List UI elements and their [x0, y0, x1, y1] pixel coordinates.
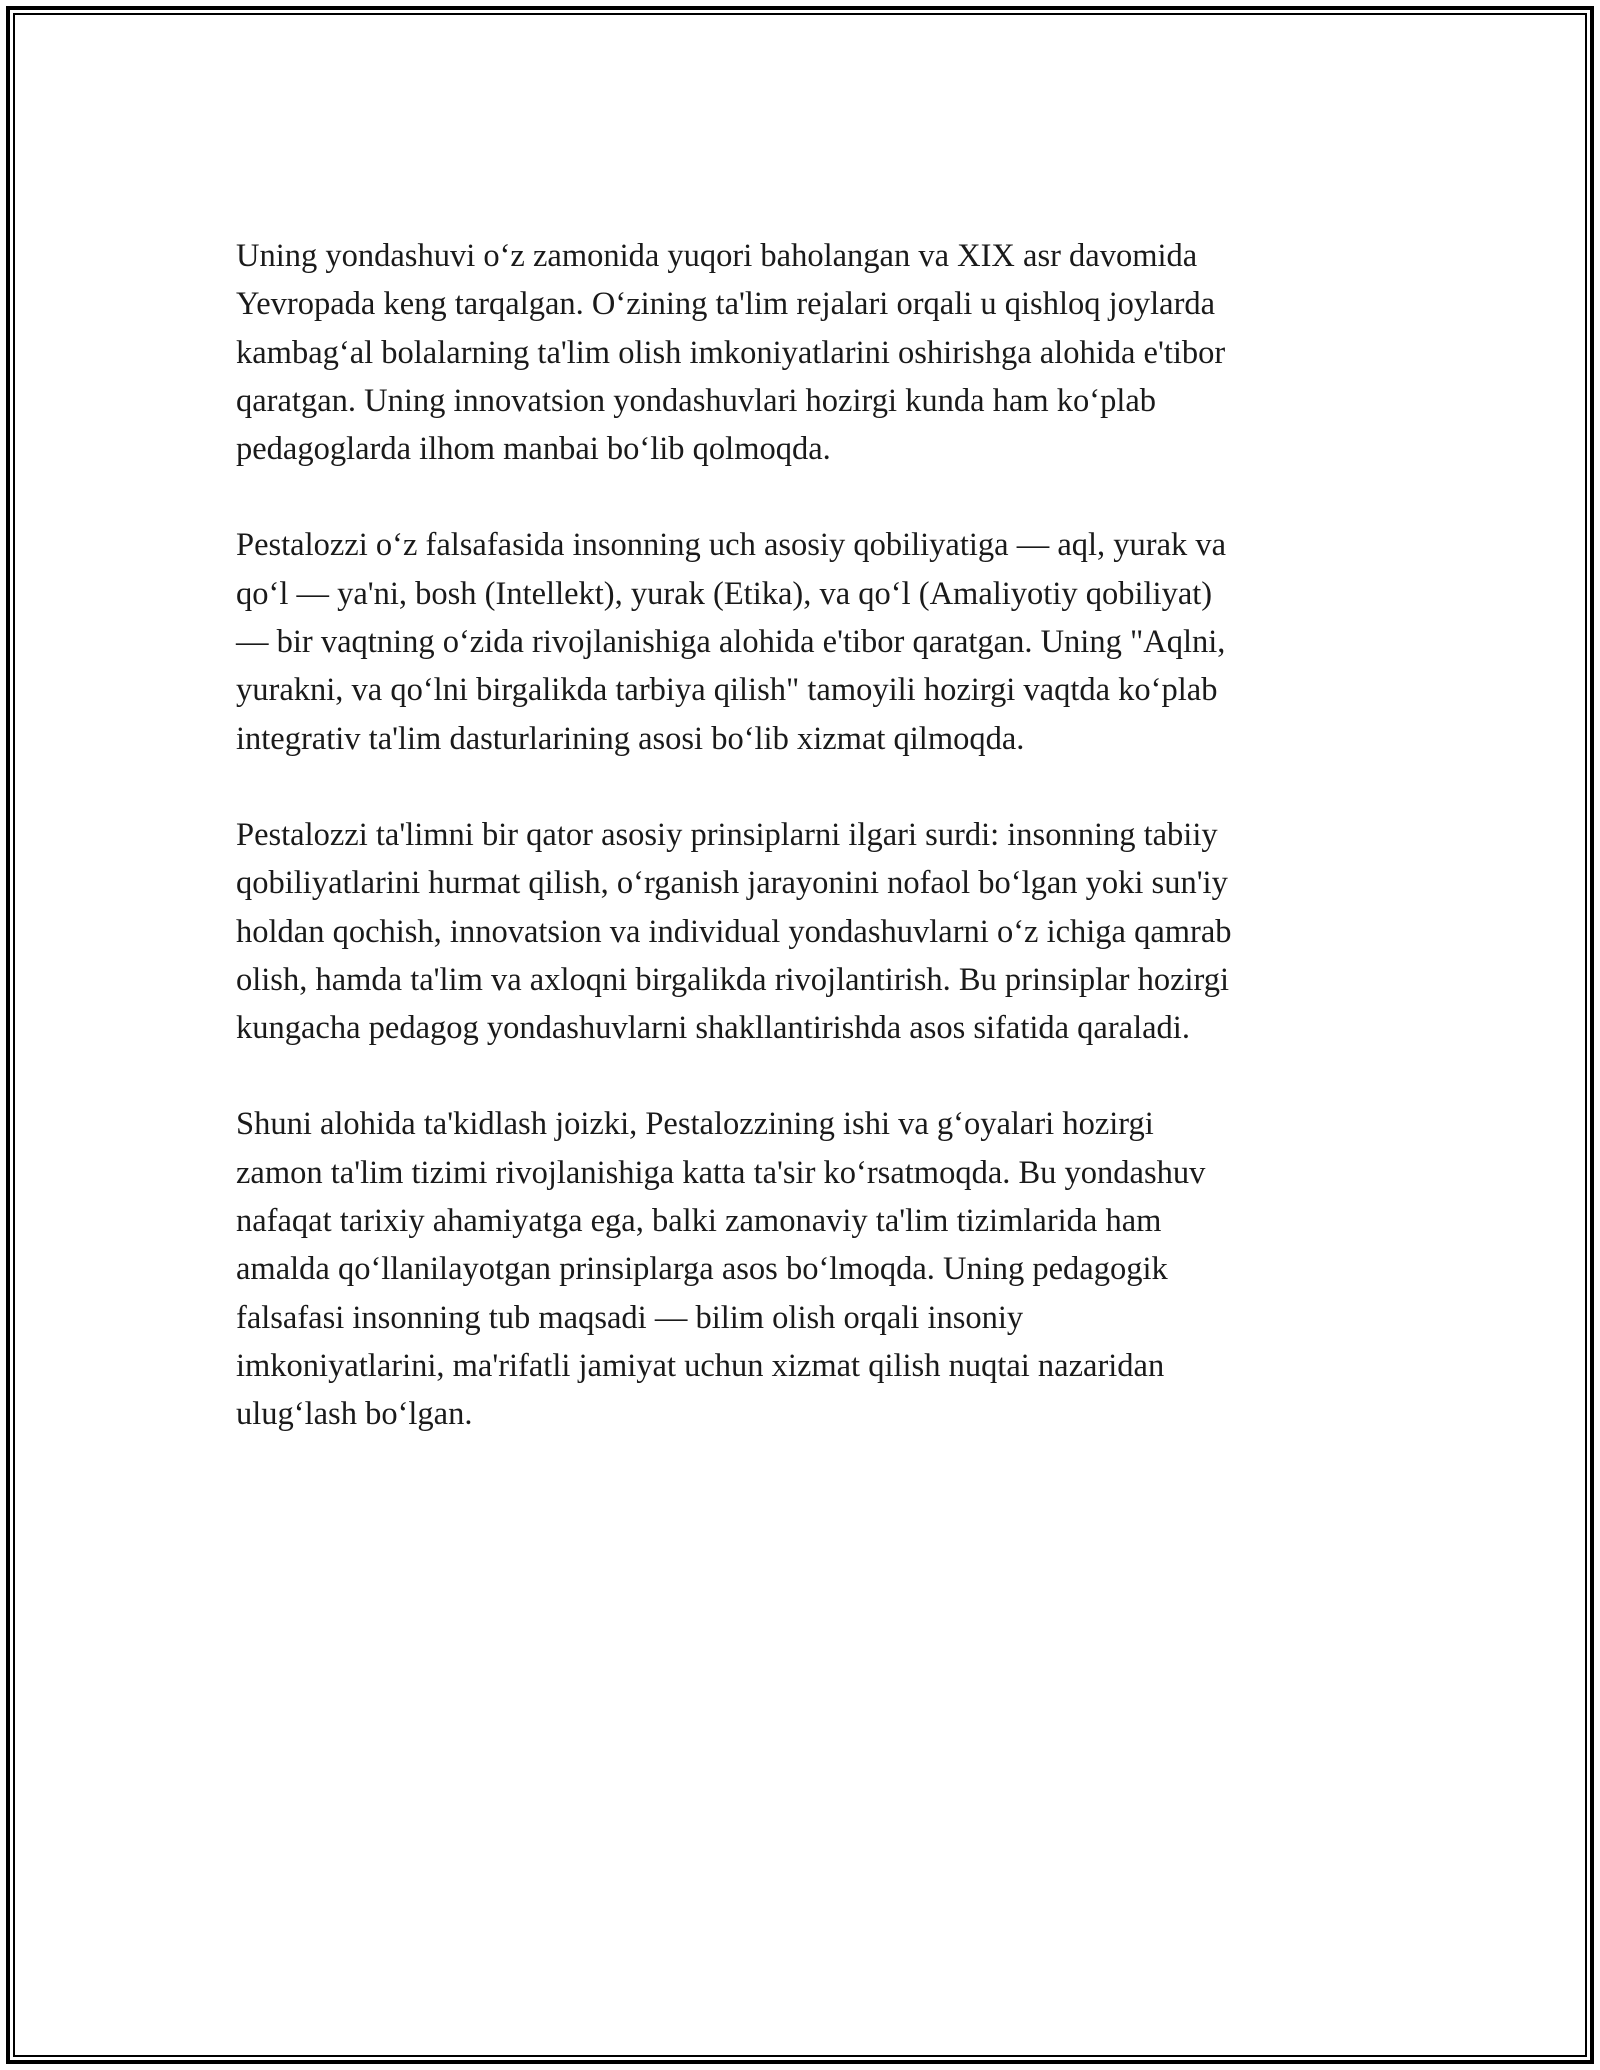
- paragraph-4: Shuni alohida ta'kidlash joizki, Pestalozzining ishi va g‘oyalari hozirgi zamon ta'lim tizimi rivojlanishiga katta ta'sir ko‘rsatmoqda. Bu yondashuv nafaqat tarixiy ahamiyatga ega, balki zamonaviy ta'lim tizimlarida ham amalda qo‘llanilayotgan prinsiplarga asos bo‘lmoqda. Uning pedagogik falsafasi insonning tub maqsadi — bilim olish orqali insoniy imkoniyatlarini, ma'rifatli jamiyat uchun xizmat qilish nuqtai nazaridan ulug‘lash bo‘lgan.: [236, 1106, 1206, 1433]
- document-body: [236, 232, 1366, 1487]
- paragraph-3: Pestalozzi ta'limni bir qator asosiy prinsiplarni ilgari surdi: insonning tabiiy qobiliyatlarini hurmat qilish, o‘rganish jarayonini nofaol bo‘lgan yoki sun'iy holdan qochish, innovatsion va individual yondashuvlarni o‘z ichiga qamrab olish, hamda ta'lim va axloqni birgalikda rivojlantirish. Bu prinsiplar hozirgi kungacha pedagog yondashuvlarni shakllantirishda asos sifatida qaraladi.: [236, 816, 1232, 1047]
- paragraph-2: Pestalozzi o‘z falsafasida insonning uch asosiy qobiliyatiga — aql, yurak va qo‘l — ya'ni, bosh (Intellekt), yurak (Etika), va qo‘l (Amaliyotiy qobiliyat) — bir vaqtning o‘zida rivojlanishiga alohida e'tibor qaratgan. Uning "Aqlni, yurakni, va qo‘lni birgalikda tarbiya qilish" tamoyili hozirgi vaqtda ko‘plab integrativ ta'lim dasturlarining asosi bo‘lib xizmat qilmoqda.: [236, 527, 1227, 757]
- paragraph-1: Uning yondashuvi o‘z zamonida yuqori baholangan va XIX asr davomida Yevropada keng tarqalgan. O‘zining ta'lim rejalari orqali u qishloq joylarda kambag‘al bolalarning ta'lim olish imkoniyatlarini oshirishga alohida e'tibor qaratgan. Uning innovatsion yondashuvlari hozirgi kunda ham ko‘plab pedagoglarda ilhom manbai bo‘lib qolmoqda.: [236, 238, 1226, 468]
